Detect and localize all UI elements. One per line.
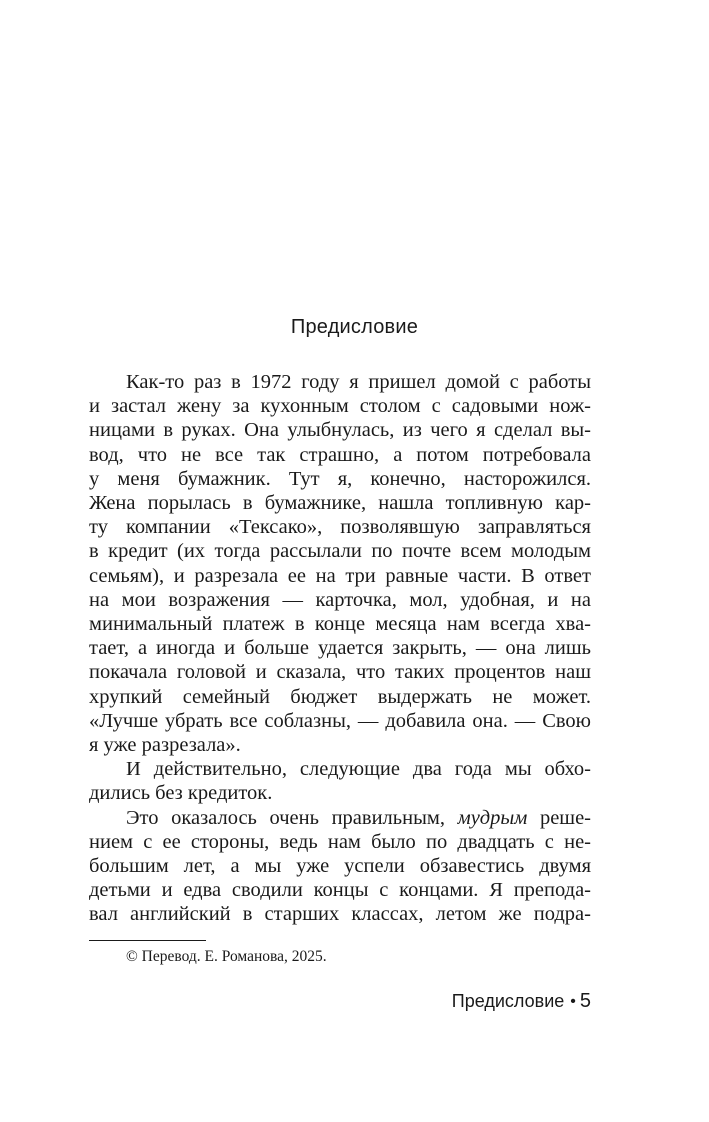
text-line: ту компании «Тексако», позволявшую заправляться: [89, 516, 591, 539]
page-number: 5: [579, 990, 591, 1012]
text-line: минимальный платеж в конце месяца нам всегда хва-: [89, 613, 591, 636]
text-line: большим лет, а мы уже успели обзавестись двумя: [89, 855, 591, 878]
text-line: ницами в руках. Она улыбнулась, из чего я сделал вы-: [89, 419, 591, 442]
text-line: дились без кредиток.: [89, 782, 273, 805]
text-line: на мои возражения — карточка, мол, удобная, и на: [89, 588, 591, 611]
footnote-divider: [89, 940, 206, 941]
text-line: и застал жену за кухонным столом с садовыми нож-: [89, 395, 591, 418]
text-run: Это оказалось очень правильным,: [126, 806, 458, 829]
text-line: И действительно, следующие два года мы обхо-: [126, 758, 591, 781]
text-line: тает, а иногда и больше удается закрыть, — она лишь: [89, 637, 591, 660]
text-line: я уже разрезала».: [89, 734, 241, 757]
running-footer: [452, 988, 591, 1015]
text-line: детьми и едва сводили концы с концами. Я препода-: [89, 879, 591, 902]
text-line: в кредит (их тогда рассылали по почте всем молодым: [89, 540, 591, 563]
text-line: вод, что не все так страшно, а потом потребовала: [89, 443, 591, 466]
footnote: © Перевод. Е. Романова, 2025.: [126, 948, 327, 965]
text-line: «Лучше убрать все соблазны, — добавила она. — Свою: [89, 709, 591, 732]
text-line: Жена порылась в бумажнике, нашла топливную кар-: [89, 492, 591, 515]
chapter-title: Предисловие: [290, 316, 419, 338]
text-line: семьям), и разрезала ее на три равные части. В ответ: [89, 564, 591, 587]
text-line: нием с ее стороны, ведь нам было по двадцать с не-: [89, 830, 591, 853]
text-line-with-emphasis: [89, 806, 591, 830]
text-line: вал английский в старших классах, летом же подра-: [89, 903, 591, 926]
text-line: у меня бумажник. Тут я, конечно, насторожился.: [89, 467, 591, 490]
bullet-separator: •: [570, 993, 576, 1010]
emphasis-word: мудрым: [457, 806, 528, 829]
footer-section-title: Предисловие: [451, 991, 565, 1011]
text-line: Как-то раз в 1972 году я пришел домой с работы: [126, 371, 591, 393]
text-line: покачала головой и сказала, что таких процентов наш: [89, 661, 591, 684]
text-run: реше-: [527, 806, 592, 829]
body-text: [89, 370, 591, 927]
text-line: хрупкий семейный бюджет выдержать не может.: [89, 685, 591, 708]
